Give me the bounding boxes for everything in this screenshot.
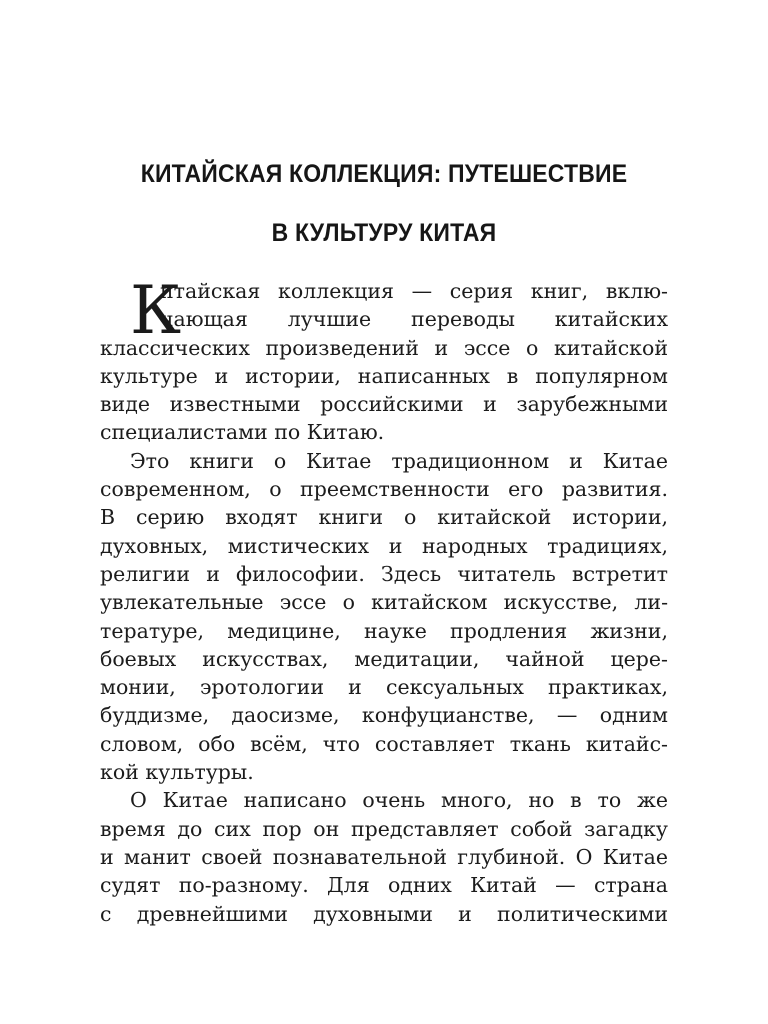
- text-line: тературе, медицине, науке продления жизни,: [100, 618, 668, 643]
- chapter-title-line-1: КИТАЙСКАЯ КОЛЛЕКЦИЯ: ПУТЕШЕСТВИЕ: [140, 160, 628, 188]
- text-line: монии, эротологии и сексуальных практиках,: [100, 675, 668, 700]
- paragraph-1: [100, 272, 668, 447]
- text-line: кой культуры.: [100, 760, 254, 785]
- body-text: [100, 272, 668, 928]
- paragraph-3: [100, 786, 668, 927]
- text-line: и манит своей познавательной глубиной. О Китае: [100, 844, 668, 869]
- text-line: время до сих пор он представляет собой загадку: [100, 816, 668, 841]
- text-line: культуре и истории, написанных в популярном: [100, 363, 668, 388]
- text-line: Это книги о Китае традиционном и Китае: [130, 448, 668, 473]
- paragraph-2: [100, 447, 668, 787]
- text-line: с древнейшими духовными и политическими: [100, 901, 668, 926]
- text-line: чающая лучшие переводы китайских: [160, 307, 668, 332]
- text-line: боевых искусствах, медитации, чайной цере-: [100, 646, 668, 671]
- text-line: В серию входят книги о китайской истории,: [100, 505, 668, 530]
- text-line: итайская коллекция — серия книг, вклю-: [160, 279, 668, 303]
- text-line: судят по-разному. Для одних Китай — страна: [100, 873, 668, 898]
- text-line: духовных, мистических и народных традициях,: [100, 533, 668, 558]
- text-line: буддизме, даосизме, конфуцианстве, — одним: [100, 703, 668, 728]
- text-line: современном, о преемственности его развития.: [100, 477, 668, 502]
- chapter-title-line-2: В КУЛЬТУРУ КИТАЯ: [271, 219, 497, 247]
- drop-cap: К: [130, 272, 182, 349]
- text-line: увлекательные эссе о китайском искусстве, ли-: [100, 590, 668, 615]
- text-line: религии и философии. Здесь читатель встретит: [100, 561, 668, 586]
- text-line: О Китае написано очень много, но в то же: [130, 788, 668, 813]
- text-line: виде известными российскими и зарубежными: [100, 392, 668, 417]
- text-line: словом, обо всём, что составляет ткань китайс-: [100, 731, 668, 756]
- text-line: специалистами по Китаю.: [100, 420, 385, 445]
- text-line: классических произведений и эссе о китайской: [100, 335, 668, 360]
